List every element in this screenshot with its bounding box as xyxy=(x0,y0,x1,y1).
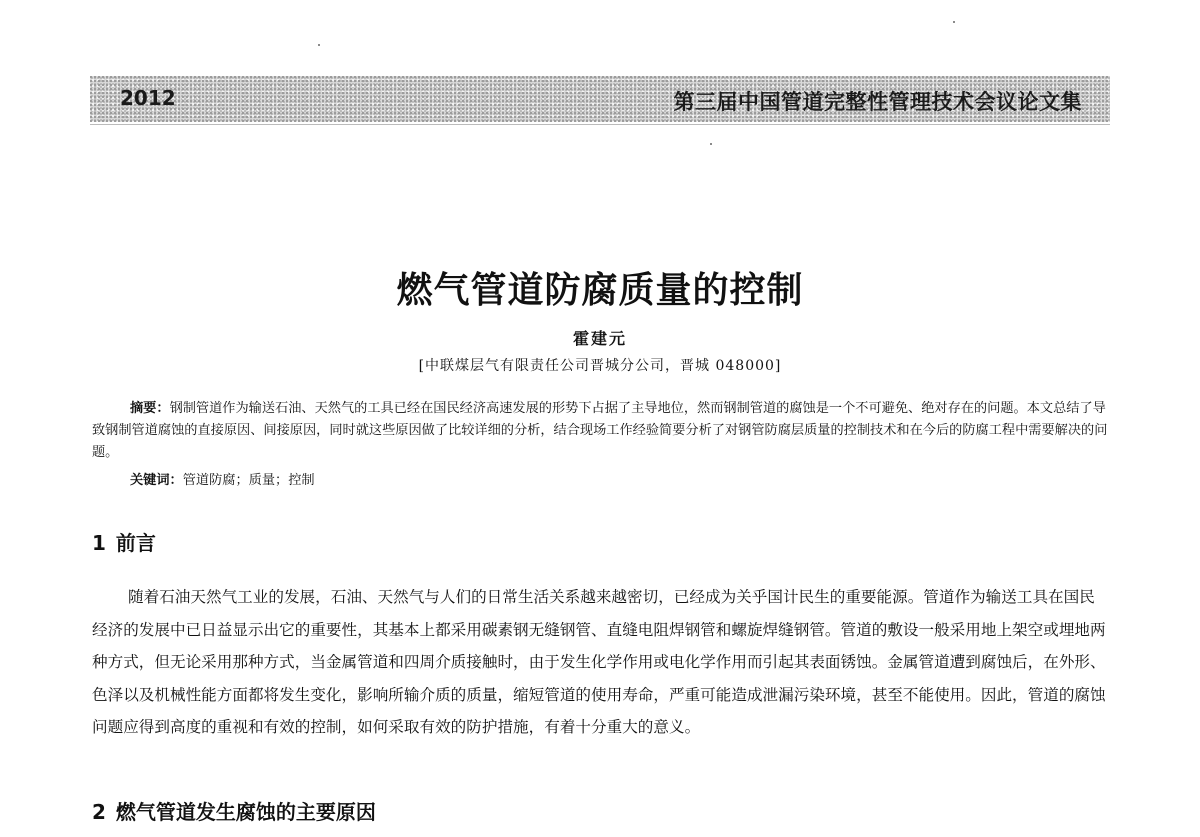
keywords xyxy=(130,470,315,492)
abstract-label: 摘要： xyxy=(130,401,170,416)
scan-speck xyxy=(953,21,955,23)
section-number: 2 xyxy=(92,800,106,824)
paper-affiliation: [中联煤层气有限责任公司晋城分公司，晋城 048000] xyxy=(418,358,782,374)
paper-title: 燃气管道防腐质量的控制 xyxy=(396,270,804,311)
abstract xyxy=(92,398,1110,464)
running-header-year: 2012 xyxy=(120,86,176,110)
paper-author: 霍建元 xyxy=(572,329,627,348)
section-heading-introduction xyxy=(92,527,156,556)
section-title: 前言 xyxy=(115,531,156,555)
running-header-rule xyxy=(90,124,1110,125)
section-number: 1 xyxy=(92,531,106,555)
section-paragraph: 随着石油天然气工业的发展，石油、天然气与人们的日常生活关系越来越密切，已经成为关乎国计民生的重要能源。管道作为输送工具在国民经济的发展中已日益显示出它的重要性，其基本上都采用碳素钢无缝钢管、直缝电阻焊钢管和螺旋焊缝钢管。管道的敷设一般采用地上架空或埋地两种方式，但无论采用那种方式，当金属管道和四周介质接触时，由于发生化学作用或电化学作用而引起其表面锈蚀。金属管道遭到腐蚀后，在外形、色泽以及机械性能方面都将发生变化，影响所输介质的质量，缩短管道的使用寿命，严重可能造成泄漏污染环境，甚至不能使用。因此，管道的腐蚀问题应得到高度的重视和有效的控制，如何采取有效的防护措施，有着十分重大的意义。 xyxy=(92,588,1106,736)
section-heading-corrosion-causes xyxy=(92,796,376,825)
keywords-label: 关键词： xyxy=(130,473,183,488)
keywords-text: 管道防腐；质量；控制 xyxy=(182,473,315,488)
scan-speck xyxy=(710,143,712,145)
abstract-text: 钢制管道作为输送石油、天然气的工具已经在国民经济高速发展的形势下占据了主导地位，然而钢制管道的腐蚀是一个不可避免、绝对存在的问题。本文总结了导致钢制管道腐蚀的直接原因、间接原因，同时就这些原因做了比较详细的分析，结合现场工作经验简要分析了对钢管防腐层质量的控制技术和在今后的防腐工程中需要解决的问题。 xyxy=(92,401,1108,460)
section-title: 燃气管道发生腐蚀的主要原因 xyxy=(115,800,376,824)
scan-speck xyxy=(318,44,320,46)
running-header-proceedings-title: 第三届中国管道完整性管理技术会议论文集 xyxy=(673,90,1082,114)
